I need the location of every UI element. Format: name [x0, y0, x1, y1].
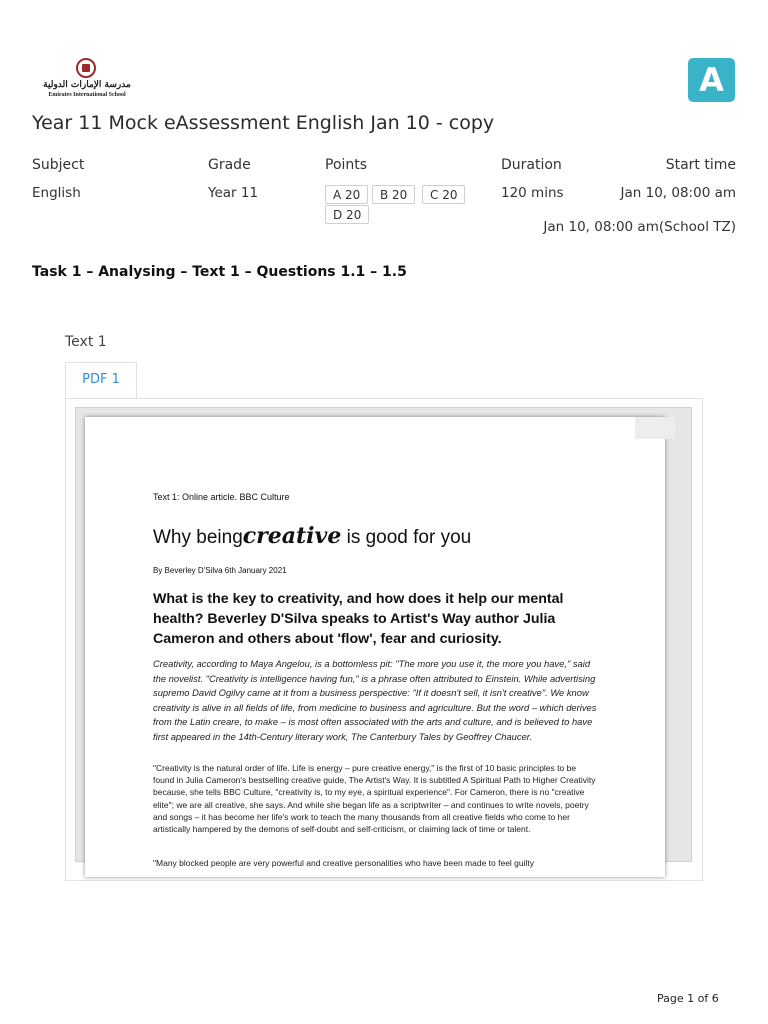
points-chip: A 20: [325, 185, 368, 204]
logo-english-text: Emirates International School: [48, 92, 126, 98]
pdf-byline: By Beverley D'Silva 6th January 2021: [153, 566, 287, 575]
logo-arabic-text: مدرسة الإمارات الدولية: [43, 80, 131, 90]
pdf-page-corner: [635, 417, 675, 439]
page-title: Year 11 Mock eAssessment English Jan 10 - copy: [32, 112, 495, 134]
school-logo: [32, 56, 142, 104]
points-chip: C 20: [422, 185, 465, 204]
pdf-headline-highlight: creative: [242, 523, 342, 549]
grade-value: Year 11: [208, 185, 259, 201]
pdf-page: [85, 417, 665, 877]
page-indicator: Page 1 of 6: [657, 992, 719, 1005]
pdf-paragraph: "Creativity is the natural order of life. Life is energy – pure creative energy," is the first of 10 basic principles to be found in Julia Cameron's bestselling creative guide, The Artist's Way. It is subtitled A Spiritual Path to Higher Creativity because, she tells BBC Culture, "creativity is, to my eye, a spiritual experience". For Cameron, there is no "creative elite"; we are all creative, she says. And while she began life as a scriptwriter – and continues to write novels, poetry and songs – it has become her life's work to teach the many thousands from all creative fields who come to her artistically hampered by the demons of self-doubt and self-criticism, or claiming lack of time or talent.: [153, 763, 596, 835]
start-time-header: Start time: [665, 157, 736, 173]
task-heading: Task 1 – Analysing – Text 1 – Questions 1.1 – 1.5: [32, 264, 407, 280]
pdf-viewer[interactable]: [75, 407, 692, 868]
pdf-headline-end: is good for you: [346, 527, 472, 548]
subject-value: English: [32, 185, 81, 201]
tab-pdf-1[interactable]: PDF 1: [65, 362, 137, 399]
points-chip: B 20: [372, 185, 415, 204]
school-crest-icon: [76, 58, 96, 78]
points-chip: D 20: [325, 205, 369, 224]
pdf-source-line: Text 1: Online article. BBC Culture: [153, 492, 290, 502]
points-header: Points: [325, 157, 368, 173]
subject-header: Subject: [32, 157, 85, 173]
pdf-standfirst: What is the key to creativity, and how does it help our mental health? Beverley D'Silva speaks to Artist's Way author Julia Cameron and others about 'flow', fear and curiosity.: [153, 591, 564, 647]
pdf-intro-paragraph: Creativity, according to Maya Angelou, is a bottomless pit: "The more you use it, the more you have," said the novelist. "Creativity is intelligence having fun," is a phrase often attributed to Einstein. While advertising supremo David Ogilvy came at it from a business perspective: "If it doesn't sell, it isn't creative". We know creativity is alive in all fields of life, from medicine to business and agriculture. But the word – which derives from the Latin creare, to make – is most often associated with the arts and culture, and is believed to have first appeared in the 14th-Century literary work, The Canterbury Tales by Geoffrey Chaucer.: [153, 658, 597, 742]
pdf-headline: [153, 523, 471, 549]
pdf-paragraph: "Many blocked people are very powerful and creative personalities who have been made to feel guilty: [153, 858, 535, 868]
start-time-value: Jan 10, 08:00 am: [620, 185, 736, 201]
grade-header: Grade: [208, 157, 251, 173]
start-time-school-value: Jan 10, 08:00 am(School TZ): [543, 219, 736, 235]
text-section-label: Text 1: [65, 334, 107, 350]
pdf-headline-start: Why being: [153, 527, 243, 548]
app-logo-icon: A: [688, 58, 735, 102]
duration-header: Duration: [501, 157, 562, 173]
duration-value: 120 mins: [501, 185, 564, 201]
